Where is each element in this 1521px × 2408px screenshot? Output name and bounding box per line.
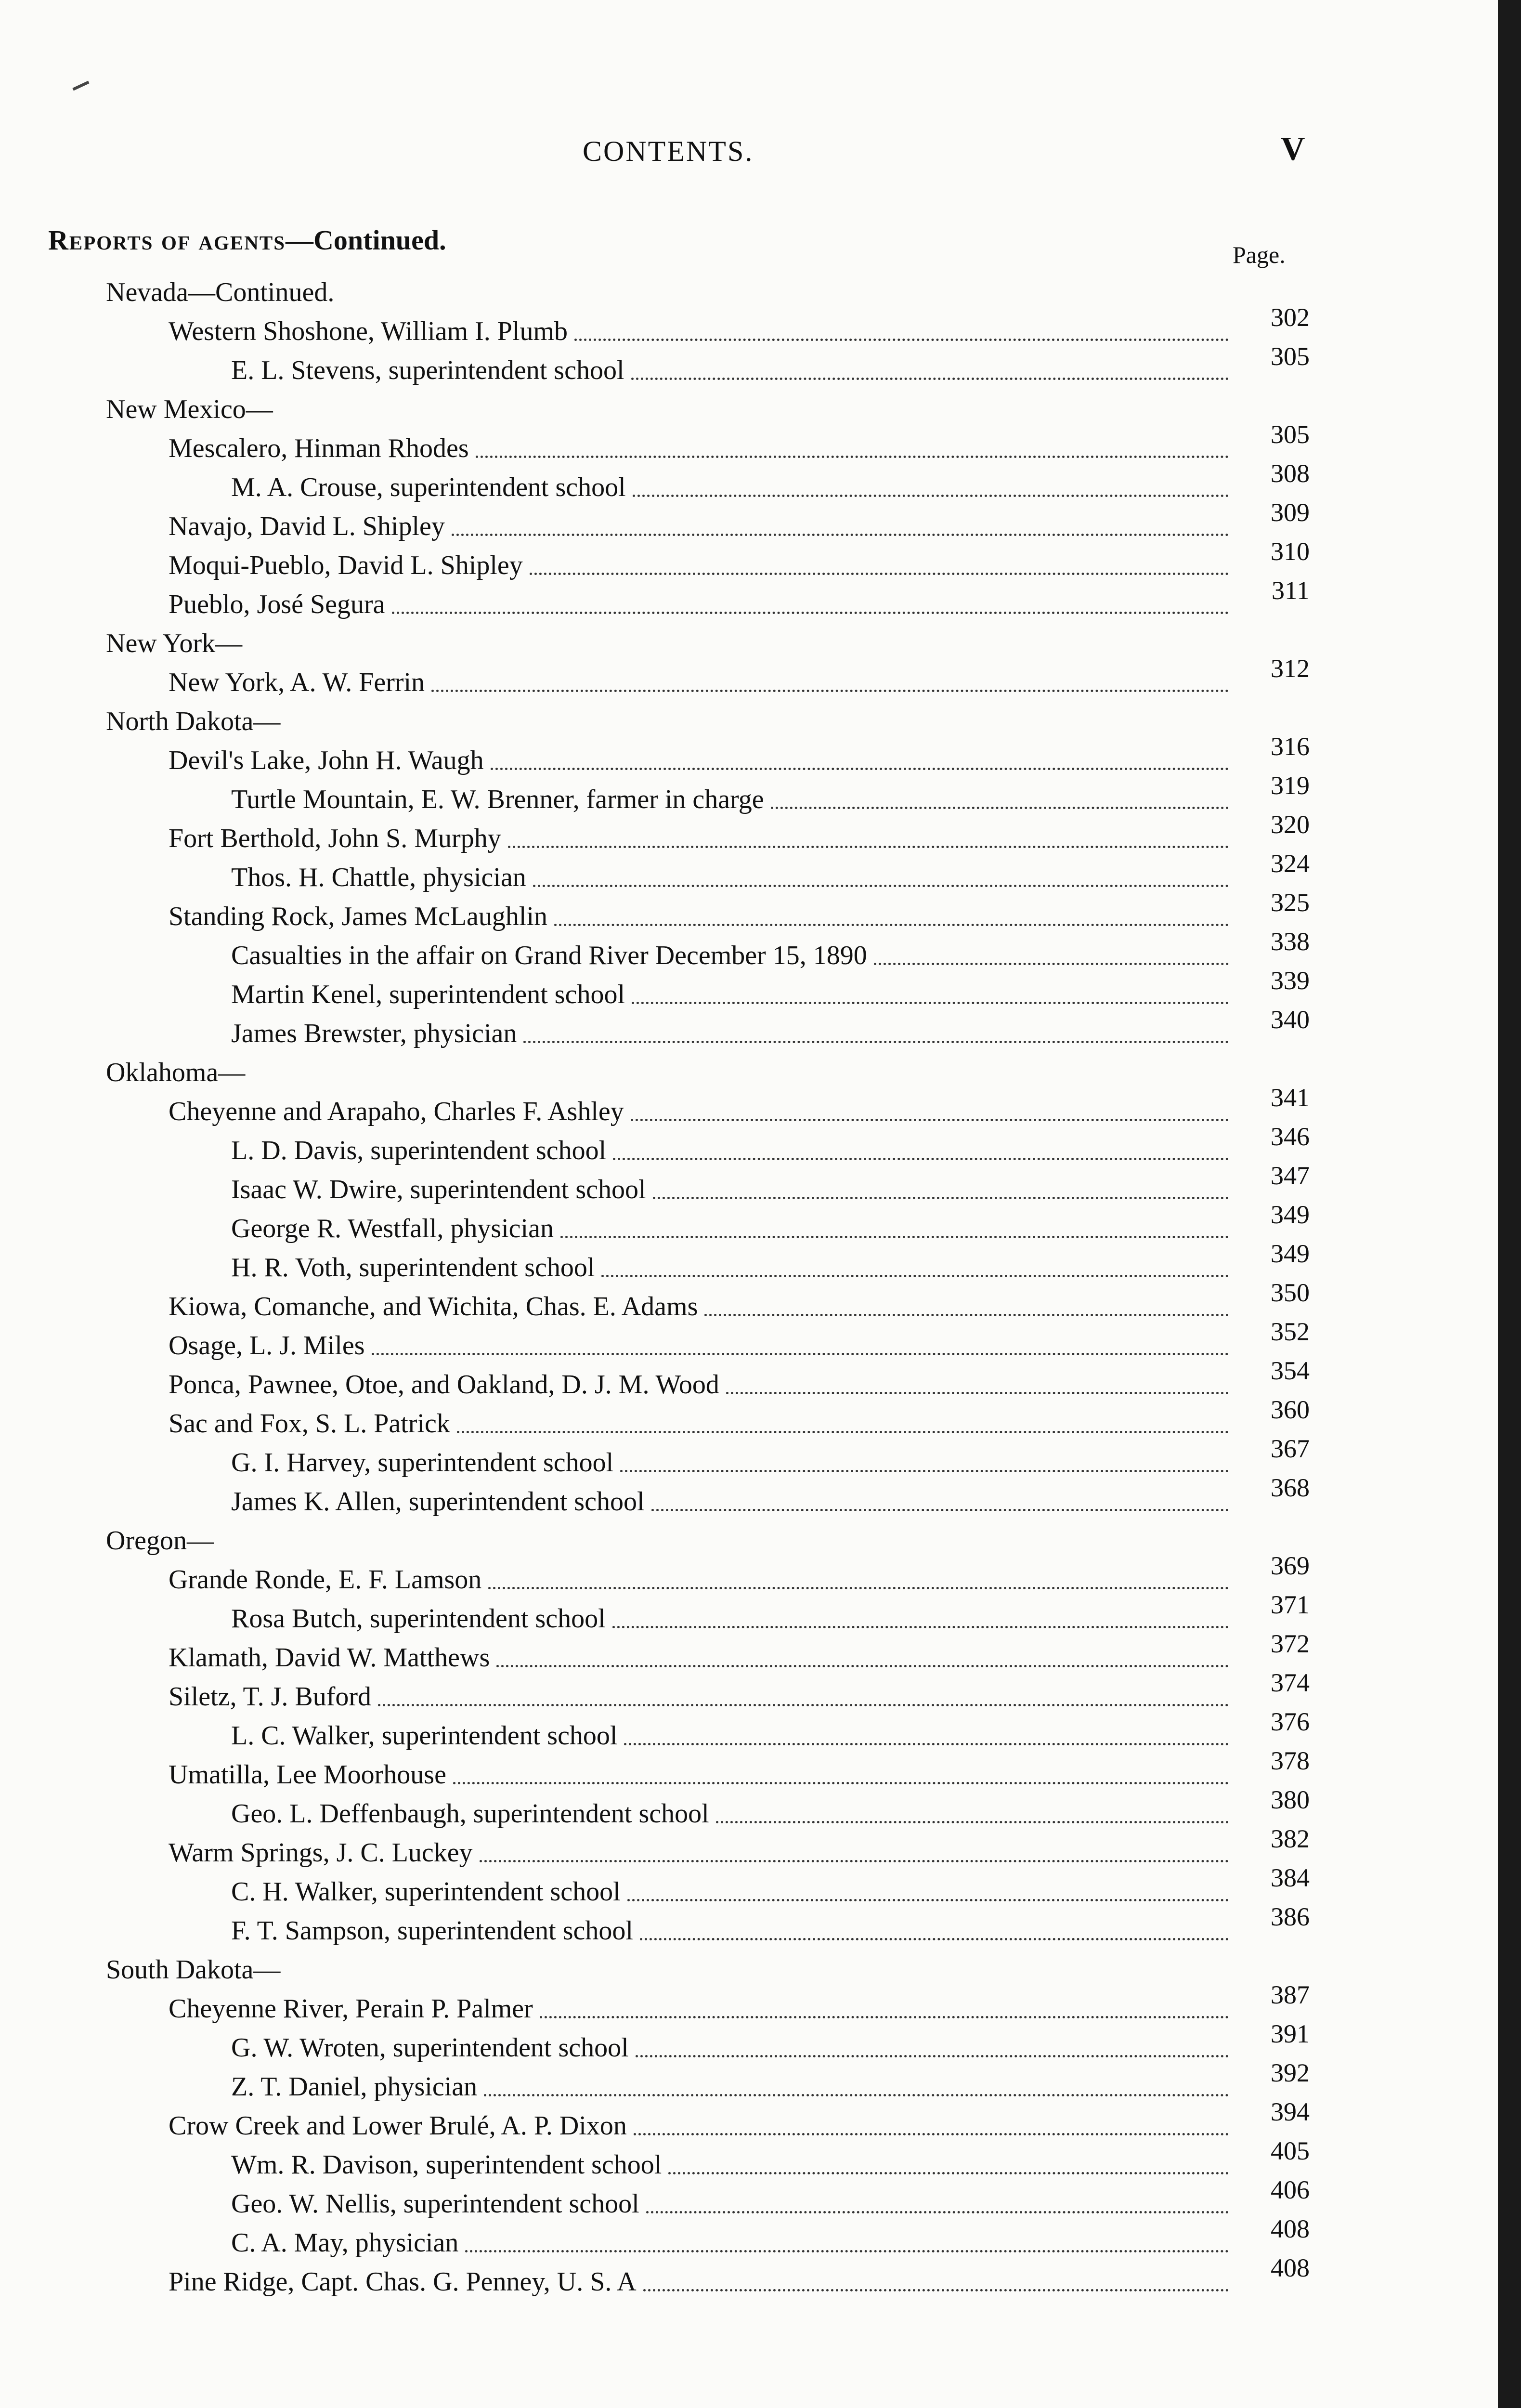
contents-entry-row [0, 927, 1310, 972]
entry-title: Mescalero, Hinman Rhodes [169, 433, 469, 463]
state-heading-row [0, 270, 1310, 309]
entry-page-number: 312 [1271, 654, 1310, 683]
entry-title: Pueblo, José Segura [169, 589, 385, 619]
entry-page-number: 310 [1271, 537, 1310, 566]
entry-page-number: 305 [1271, 342, 1310, 371]
section-heading-label: Reports of agents [48, 224, 286, 256]
dot-leader [627, 1899, 1229, 1901]
contents-entry-row [0, 1824, 1310, 1869]
contents-entry-row [0, 849, 1310, 894]
dot-leader [668, 2172, 1229, 2174]
contents-entry-row [0, 771, 1310, 816]
dot-leader [651, 1509, 1229, 1511]
entry-page-number: 374 [1271, 1668, 1310, 1697]
dot-leader [613, 1158, 1229, 1160]
dot-leader [372, 1353, 1229, 1355]
entry-title: Umatilla, Lee Moorhouse [169, 1760, 446, 1790]
contents-entry-row [0, 1239, 1310, 1284]
dot-leader [378, 1704, 1229, 1706]
dot-leader [533, 885, 1229, 887]
entry-page-number: 360 [1271, 1395, 1310, 1424]
dot-leader [634, 2133, 1229, 2135]
contents-entry-row [0, 810, 1310, 855]
contents-entry-row [0, 1746, 1310, 1791]
contents-entry-row [0, 1161, 1310, 1206]
dot-leader [643, 2289, 1229, 2291]
contents-entry-row [0, 1668, 1310, 1713]
contents-entry-row [0, 2253, 1310, 2298]
dot-leader [633, 495, 1229, 497]
contents-entry-row [0, 1980, 1310, 2025]
entry-title: G. I. Harvey, superintendent school [231, 1448, 614, 1478]
state-heading-row [0, 387, 1310, 426]
contents-entry-row [0, 1629, 1310, 1674]
state-heading-row [0, 699, 1310, 738]
entry-page-number: 340 [1271, 1005, 1310, 1034]
entry-title: Osage, L. J. Miles [169, 1331, 365, 1361]
entry-page-number: 405 [1271, 2136, 1310, 2165]
contents-entry-row [0, 576, 1310, 621]
entry-page-number: 338 [1271, 927, 1310, 956]
entry-page-number: 305 [1271, 420, 1310, 449]
dot-leader [632, 1002, 1229, 1004]
entry-page-number: 350 [1271, 1278, 1310, 1307]
entry-title: Devil's Lake, John H. Waugh [169, 746, 484, 775]
dot-leader [554, 924, 1229, 926]
entry-page-number: 369 [1271, 1551, 1310, 1580]
contents-entry-row [0, 1395, 1310, 1440]
page-title: CONTENTS. [583, 135, 754, 167]
entry-title: Pine Ridge, Capt. Chas. G. Penney, U. S. A [169, 2267, 637, 2297]
state-heading: Nevada—Continued. [106, 277, 335, 307]
contents-entry-row [0, 2019, 1310, 2064]
entry-title: Ponca, Pawnee, Otoe, and Oakland, D. J. M. Wood [169, 1370, 719, 1400]
entry-page-number: 382 [1271, 1824, 1310, 1853]
entry-page-number: 347 [1271, 1161, 1310, 1190]
entry-page-number: 320 [1271, 810, 1310, 839]
contents-entry-row [0, 1005, 1310, 1050]
dot-leader [636, 2055, 1229, 2057]
entry-title: James K. Allen, superintendent school [231, 1487, 645, 1517]
state-heading-row [0, 1518, 1310, 1557]
dot-leader [476, 456, 1229, 458]
entry-page-number: 309 [1271, 498, 1310, 527]
dot-leader [574, 339, 1229, 341]
entry-title: Siletz, T. J. Buford [169, 1682, 372, 1712]
dot-leader [601, 1275, 1229, 1277]
dot-leader [631, 1119, 1229, 1121]
entry-title: Fort Berthold, John S. Murphy [169, 824, 501, 853]
contents-entry-row [0, 732, 1310, 777]
entry-page-number: 394 [1271, 2097, 1310, 2126]
entry-page-number: 406 [1271, 2175, 1310, 2204]
dot-leader [484, 2094, 1229, 2096]
entry-page-number: 392 [1271, 2058, 1310, 2087]
contents-entry-row [0, 1083, 1310, 1128]
section-heading-suffix: —Continued. [286, 224, 446, 256]
entry-page-number: 346 [1271, 1122, 1310, 1151]
dot-leader [540, 2016, 1229, 2018]
contents-entry-row [0, 2175, 1310, 2220]
dot-leader [508, 846, 1229, 848]
dot-leader [612, 1626, 1229, 1628]
entry-page-number: 368 [1271, 1473, 1310, 1502]
dot-leader [488, 1587, 1229, 1589]
dot-leader [480, 1860, 1229, 1862]
entry-page-number: 349 [1271, 1200, 1310, 1229]
contents-entry-row [0, 2136, 1310, 2181]
entry-title: Cheyenne River, Perain P. Palmer [169, 1994, 533, 2024]
state-heading-row [0, 621, 1310, 660]
entry-page-number: 378 [1271, 1746, 1310, 1775]
entry-page-number: 372 [1271, 1629, 1310, 1658]
dot-leader [523, 1041, 1229, 1043]
state-heading: Oklahoma— [106, 1058, 246, 1087]
contents-entry-row [0, 1278, 1310, 1323]
entry-page-number: 316 [1271, 732, 1310, 761]
contents-entry-row [0, 459, 1310, 504]
entry-page-number: 311 [1272, 576, 1310, 605]
dot-leader [716, 1821, 1229, 1823]
entry-title: Rosa Butch, superintendent school [231, 1604, 606, 1634]
state-heading: North Dakota— [106, 707, 281, 736]
state-heading-row [0, 1947, 1310, 1986]
page-column-label: Page. [1233, 241, 1286, 268]
entry-title: Cheyenne and Arapaho, Charles F. Ashley [169, 1097, 624, 1126]
scan-speck [72, 81, 89, 91]
dot-leader [646, 2211, 1229, 2213]
entry-title: Geo. W. Nellis, superintendent school [231, 2189, 639, 2219]
entry-title: G. W. Wroten, superintendent school [231, 2033, 629, 2063]
entry-page-number: 324 [1271, 849, 1310, 878]
entry-page-number: 325 [1271, 888, 1310, 917]
dot-leader [704, 1314, 1229, 1316]
entry-page-number: 308 [1271, 459, 1310, 488]
state-heading: New Mexico— [106, 394, 273, 424]
entry-page-number: 391 [1271, 2019, 1310, 2048]
entry-title: Moqui-Pueblo, David L. Shipley [169, 550, 523, 580]
dot-leader [631, 378, 1229, 380]
entry-title: Crow Creek and Lower Brulé, A. P. Dixon [169, 2111, 627, 2141]
entry-title: George R. Westfall, physician [231, 1214, 554, 1243]
entry-title: New York, A. W. Ferrin [169, 667, 425, 697]
entry-page-number: 408 [1271, 2253, 1310, 2282]
entry-page-number: 380 [1271, 1785, 1310, 1814]
entry-page-number: 302 [1271, 303, 1310, 332]
entry-title: Thos. H. Chattle, physician [231, 863, 526, 892]
state-heading: New York— [106, 628, 243, 658]
dot-leader [452, 534, 1229, 536]
entry-title: Grande Ronde, E. F. Lamson [169, 1565, 482, 1595]
entry-page-number: 376 [1271, 1707, 1310, 1736]
dot-leader [530, 573, 1229, 575]
entry-title: Navajo, David L. Shipley [169, 511, 445, 541]
entry-title: L. C. Walker, superintendent school [231, 1721, 618, 1751]
contents-entry-row [0, 2214, 1310, 2259]
contents-entry-row [0, 1551, 1310, 1596]
entry-page-number: 384 [1271, 1863, 1310, 1892]
contents-entry-row [0, 888, 1310, 933]
entry-title: M. A. Crouse, superintendent school [231, 472, 626, 502]
contents-entry-row [0, 1200, 1310, 1245]
entry-title: James Brewster, physician [231, 1019, 517, 1048]
contents-entry-row [0, 1902, 1310, 1947]
entry-title: Klamath, David W. Matthews [169, 1643, 490, 1673]
entry-title: Geo. L. Deffenbaugh, superintendent school [231, 1799, 709, 1829]
contents-entry-row [0, 654, 1310, 699]
entry-title: Western Shoshone, William I. Plumb [169, 316, 568, 346]
entry-page-number: 408 [1271, 2214, 1310, 2243]
entry-title: Warm Springs, J. C. Luckey [169, 1838, 473, 1868]
contents-entry-row [0, 303, 1310, 348]
scan-edge-shadow [1498, 0, 1521, 2408]
entry-title: H. R. Voth, superintendent school [231, 1253, 595, 1283]
entry-title: E. L. Stevens, superintendent school [231, 355, 624, 385]
dot-leader [457, 1431, 1229, 1433]
dot-leader [653, 1197, 1229, 1199]
entry-page-number: 319 [1271, 771, 1310, 800]
contents-entry-row [0, 966, 1310, 1011]
entry-title: C. A. May, physician [231, 2228, 459, 2258]
dot-leader [640, 1938, 1229, 1940]
entry-page-number: 386 [1271, 1902, 1310, 1931]
entry-page-number: 339 [1271, 966, 1310, 995]
entry-title: Kiowa, Comanche, and Wichita, Chas. E. Adams [169, 1292, 698, 1322]
dot-leader [496, 1665, 1229, 1667]
dot-leader [620, 1470, 1229, 1472]
contents-entry-row [0, 1356, 1310, 1401]
entry-title: L. D. Davis, superintendent school [231, 1136, 607, 1165]
contents-entry-row [0, 1434, 1310, 1479]
entry-title: Turtle Mountain, E. W. Brenner, farmer in charge [231, 785, 764, 814]
entry-title: Martin Kenel, superintendent school [231, 980, 625, 1009]
contents-entry-row [0, 1863, 1310, 1908]
state-heading: South Dakota— [106, 1955, 281, 1985]
entry-page-number: 352 [1271, 1317, 1310, 1346]
contents-entry-row [0, 1473, 1310, 1518]
contents-entry-row [0, 1122, 1310, 1167]
entry-page-number: 354 [1271, 1356, 1310, 1385]
dot-leader [624, 1743, 1229, 1745]
dot-leader [491, 768, 1229, 770]
contents-entry-row [0, 342, 1310, 387]
entry-title: C. H. Walker, superintendent school [231, 1877, 621, 1907]
dot-leader [465, 2250, 1229, 2252]
state-heading-row [0, 1050, 1310, 1089]
page-folio: V [1281, 131, 1305, 168]
section-heading [48, 224, 446, 256]
contents-entry-row [0, 537, 1310, 582]
contents-entry-row [0, 420, 1310, 465]
entry-title: Sac and Fox, S. L. Patrick [169, 1409, 450, 1439]
entry-page-number: 367 [1271, 1434, 1310, 1463]
entry-title: Wm. R. Davison, superintendent school [231, 2150, 662, 2180]
contents-entry-row [0, 1317, 1310, 1362]
entry-title: Isaac W. Dwire, superintendent school [231, 1175, 646, 1204]
contents-entry-row [0, 1590, 1310, 1635]
state-heading: Oregon— [106, 1526, 214, 1556]
running-head [0, 131, 1420, 173]
entry-title: Standing Rock, James McLaughlin [169, 902, 548, 931]
contents-entry-row [0, 2097, 1310, 2142]
contents-entry-row [0, 1785, 1310, 1830]
entry-title: F. T. Sampson, superintendent school [231, 1916, 633, 1946]
contents-entry-row [0, 498, 1310, 543]
dot-leader [560, 1236, 1229, 1238]
dot-leader [771, 807, 1229, 809]
entry-title: Z. T. Daniel, physician [231, 2072, 478, 2102]
dot-leader [392, 612, 1229, 614]
dot-leader [431, 690, 1229, 692]
contents-entry-row [0, 2058, 1310, 2103]
entry-title: Casualties in the affair on Grand River December 15, 1890 [231, 941, 867, 970]
entry-page-number: 341 [1271, 1083, 1310, 1112]
dot-leader [874, 963, 1229, 965]
entry-page-number: 371 [1271, 1590, 1310, 1619]
dot-leader [726, 1392, 1229, 1394]
entry-page-number: 387 [1271, 1980, 1310, 2009]
dot-leader [453, 1782, 1229, 1784]
entry-page-number: 349 [1271, 1239, 1310, 1268]
contents-list [0, 270, 1310, 2298]
contents-entry-row [0, 1707, 1310, 1752]
